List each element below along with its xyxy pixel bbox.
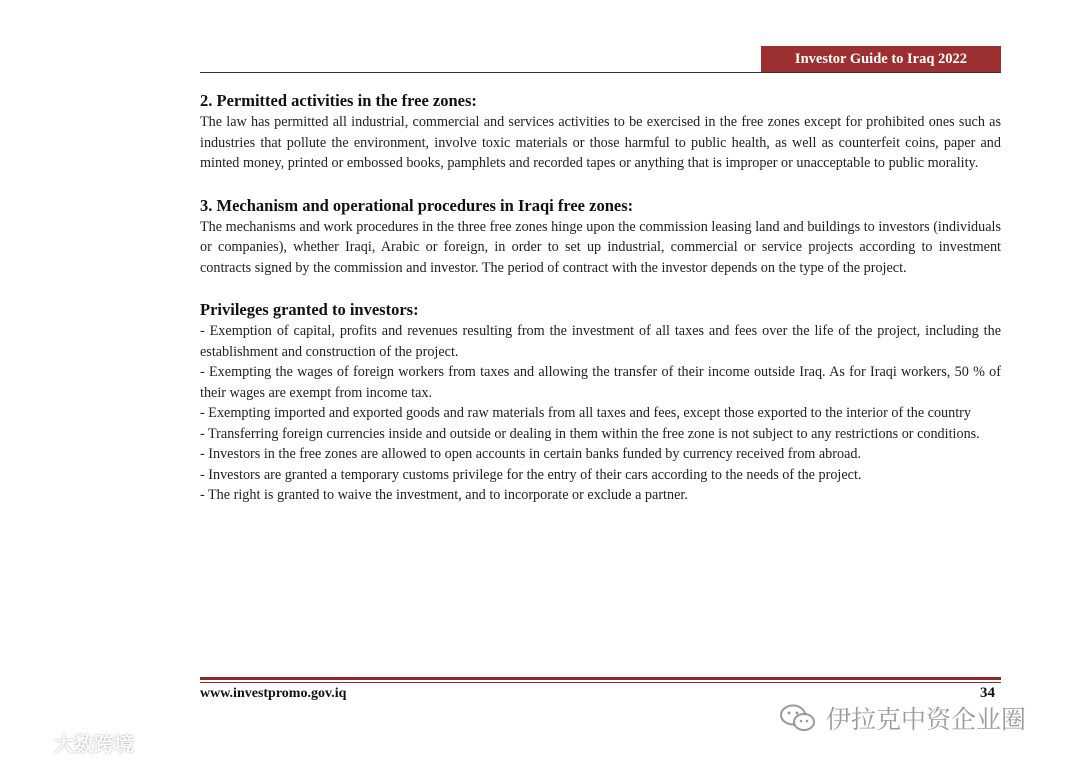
section-mechanism <box>200 195 1001 279</box>
wechat-icon <box>778 703 818 733</box>
footer-rule-thin <box>200 682 1001 683</box>
section-paragraph: The law has permitted all industrial, commercial and services activities to be exercised in the free zones except for prohibited ones such as industries that pollute the environment, involve toxic materials or those harmful to public health, as well as counterfeit coins, paper and minted money, printed or embossed books, pamphlets and recorded tapes or anything that is improper or unacceptable to public morality. <box>200 114 1001 171</box>
privilege-item: - Transferring foreign currencies inside and outside or dealing in them within the free zone is not subject to any restrictions or conditions. <box>200 425 980 442</box>
page-content <box>200 90 1001 527</box>
watermark-brand <box>6 728 134 757</box>
header-rule <box>200 72 1001 73</box>
header-title-box <box>761 46 1001 73</box>
privilege-item: - The right is granted to waive the investment, and to incorporate or exclude a partner. <box>200 487 688 503</box>
section-permitted-activities <box>200 90 1001 174</box>
privilege-item: - Exemption of capital, profits and revenues resulting from the investment of all taxes and fees over the life of the project, including the establishment and construction of the project. <box>200 323 1001 360</box>
page-number: 34 <box>980 685 995 701</box>
watermark-wechat <box>778 700 1026 736</box>
privilege-item: - Investors are granted a temporary customs privilege for the entry of their cars according to the needs of the project. <box>200 466 862 483</box>
privilege-item: - Exempting the wages of foreign workers from taxes and allowing the transfer of their income outside Iraq. As for Iraqi workers, 50 % of their wages are exempt from income tax. <box>200 364 1001 401</box>
privilege-item: - Investors in the free zones are allowed to open accounts in certain banks funded by currency received from abroad. <box>200 446 862 462</box>
footer-rule-thick <box>200 677 1001 680</box>
section-heading: 2. Permitted activities in the free zones: <box>200 91 477 110</box>
section-paragraph: The mechanisms and work procedures in the three free zones hinge upon the commission leasing land and buildings to investors (individuals or companies), whether Iraqi, Arabic or foreign, in order to set up industrial, commercial or service projects according to investment contracts signed by the commission and investor. The period of contract with the investor depends on the type of the project. <box>200 218 1001 276</box>
section-privileges <box>200 299 1001 506</box>
header-title: Investor Guide to Iraq 2022 <box>794 51 968 67</box>
watermark-right-text: 伊拉克中资企业圈 <box>826 705 1027 734</box>
watermark-left-text: 大数跨境 <box>54 732 134 756</box>
section-heading: 3. Mechanism and operational procedures in Iraqi free zones: <box>200 195 634 215</box>
footer-url[interactable]: www.investpromo.gov.iq <box>200 686 347 701</box>
brand-logo-icon <box>6 730 50 756</box>
privileges-heading: Privileges granted to investors: <box>200 300 419 319</box>
privilege-item: - Exempting imported and exported goods and raw materials from all taxes and fees, except those exported to the interior of the country <box>200 405 972 421</box>
